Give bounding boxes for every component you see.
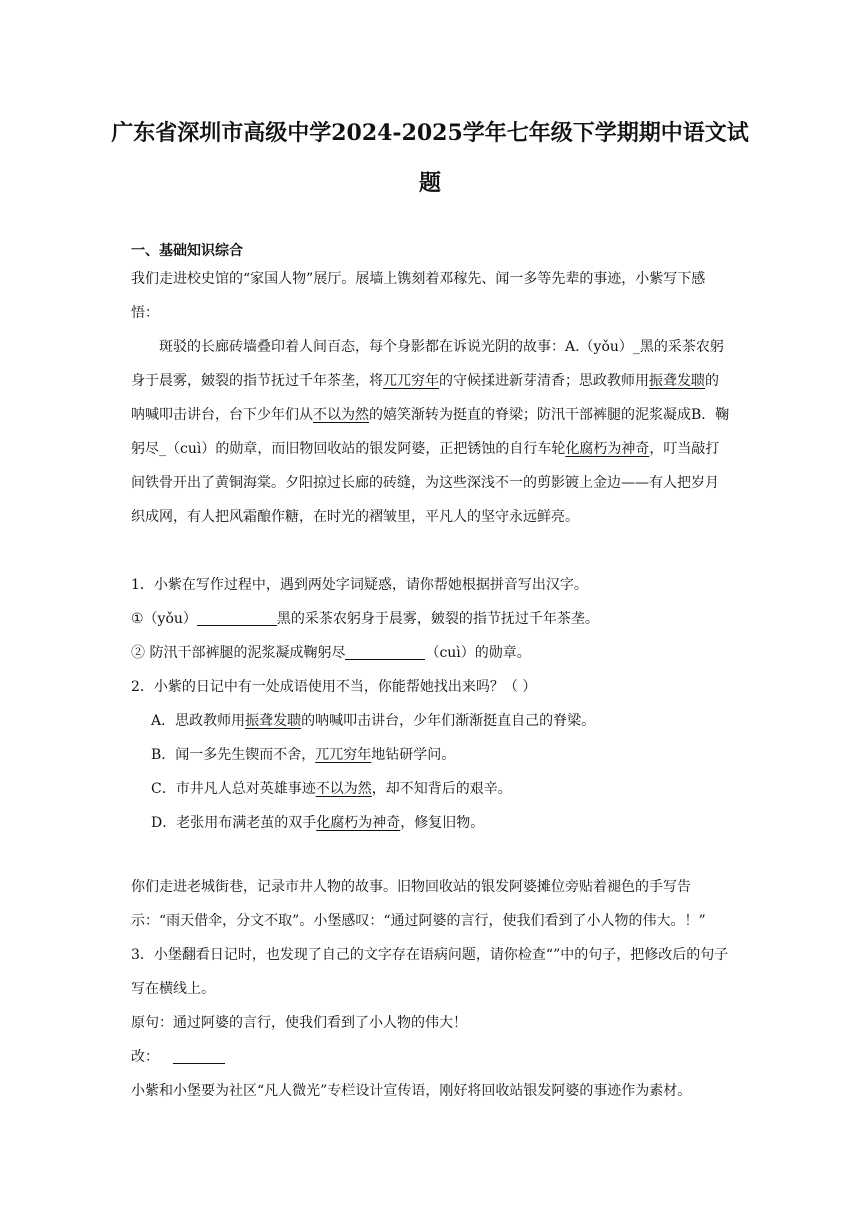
option-text: ，却不知背后的艰辛。 (371, 781, 512, 797)
item-text: ①（yǒu） (131, 611, 197, 627)
option-text: A．思政教师用 (151, 713, 246, 729)
option-c[interactable] (131, 772, 731, 806)
question-2 (131, 670, 731, 840)
section-heading: 一、基础知识综合 (131, 243, 243, 259)
page-title: 广东省深圳市高级中学2024-2025学年七年级下学期期中语文试题 (111, 120, 749, 196)
context-paragraph-3: 小紫和小堡要为社区“凡人微光”专栏设计宣传语，刚好将回收站银发阿婆的事迹作为素材。 (131, 1083, 692, 1099)
context-paragraph-2: 你们走进老城街巷，记录市井人物的故事。旧物回收站的银发阿婆摊位旁贴着褪色的手写告示：“雨天借伞，分文不取”。小堡感叹：“通过阿婆的言行，使我们看到了小人物的伟大。！” (131, 879, 706, 929)
passage-text: 的守候揉进新芽清香；思政教师用 (439, 373, 649, 389)
underlined-idiom: 振聋发聩 (245, 713, 302, 729)
option-d[interactable] (131, 806, 731, 840)
passage-text: ，叮当敲打间铁骨开出了黄铜海棠。夕阳掠过长廊的砖缝，为这些深浅不一的剪影镀上金边——有人把岁月织成网，有人把风霜酿作糖，在时光的褶皱里，平凡人的坚守永远鲜亮。 (131, 441, 720, 525)
answer-blank[interactable] (173, 1049, 225, 1064)
underlined-idiom: 化腐朽为神奇 (565, 441, 650, 457)
passage-text: 的呐喊叩击讲台，台下少年们从 (131, 373, 719, 423)
item-text: 黑的采茶农躬身于晨雾，皴裂的指节抚过千年茶垄。 (276, 611, 599, 627)
option-text: D．老张用布满老茧的双手 (151, 815, 317, 831)
passage-text: 的嬉笑渐转为挺直的脊梁；防汛干部裤腿的泥浆凝成B．鞠躬尽_（cuì）的勋章，而旧物回收站的银发阿婆，正把锈蚀的自行车轮 (131, 407, 730, 457)
revision-label: 改： (131, 1049, 159, 1065)
question-1 (131, 568, 731, 670)
underlined-idiom: 化腐朽为神奇 (316, 815, 401, 831)
answer-blank[interactable] (345, 645, 425, 660)
answer-blank[interactable] (197, 611, 277, 626)
option-text: C．市井凡人总对英雄事迹 (151, 781, 316, 797)
option-text: 地钻研学问。 (371, 747, 456, 763)
question-1-stem: 1．小紫在写作过程中，遇到两处字词疑惑，请你帮她根据拼音写出汉字。 (131, 577, 588, 593)
question-3 (131, 938, 731, 1074)
option-text: B．闻一多先生锲而不舍， (151, 747, 316, 763)
question-1-item-a (131, 602, 731, 636)
intro-paragraph: 我们走进校史馆的“家国人物”展厅。展墙上镌刻着邓稼先、闻一多等先辈的事迹，小紫写下感悟： (131, 271, 706, 321)
option-text: ，修复旧物。 (400, 815, 485, 831)
question-1-item-b (131, 636, 731, 670)
reading-passage (131, 330, 731, 534)
option-a[interactable] (131, 704, 731, 738)
underlined-idiom: 不以为然 (313, 407, 369, 423)
underlined-idiom: 振聋发聩 (649, 373, 705, 389)
revision-line (131, 1040, 731, 1074)
item-text: （cuì）的勋章。 (425, 645, 531, 661)
original-sentence: 原句：通过阿婆的言行，使我们看到了小人物的伟大！ (131, 1015, 467, 1031)
option-text: 的呐喊叩击讲台，少年们渐渐挺直自己的脊梁。 (301, 713, 596, 729)
question-2-stem: 2．小紫的日记中有一处成语使用不当，你能帮她找出来吗？（ ） (131, 679, 537, 695)
underlined-idiom: 兀兀穷年 (383, 373, 439, 389)
question-3-stem: 3．小堡翻看日记时，也发现了自己的文字存在语病问题，请你检查“”中的句子，把修改后的句子写在横线上。 (131, 947, 729, 997)
option-b[interactable] (131, 738, 731, 772)
passage-text: 斑驳的长廊砖墙叠印着人间百态，每个身影都在诉说光阴的故事：A.（yǒu）_黑的采茶农躬身于晨雾，皴裂的指节抚过千年茶垄，将 (131, 339, 724, 389)
underlined-idiom: 不以为然 (315, 781, 372, 797)
item-text: ② 防汛干部裤腿的泥浆凝成鞠躬尽 (131, 645, 346, 661)
underlined-idiom: 兀兀穷年 (315, 747, 372, 763)
